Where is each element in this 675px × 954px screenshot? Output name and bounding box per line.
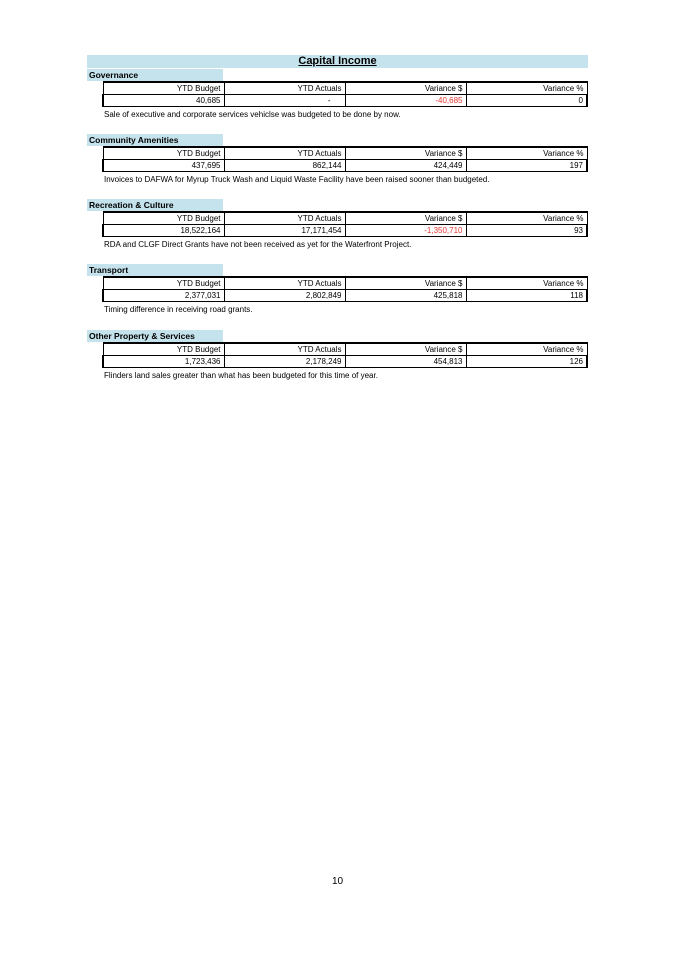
- section-note: Flinders land sales greater than what has been budgeted for this time of year.: [104, 371, 378, 380]
- table-row: [103, 225, 587, 237]
- ytd-budget-cell: 2,377,031: [103, 290, 224, 302]
- ytd-actuals-cell: 2,178,249: [224, 356, 345, 368]
- ytd-actuals-cell: 17,171,454: [224, 225, 345, 237]
- variance-table: [102, 81, 588, 107]
- variance-percent-cell: 126: [466, 356, 587, 368]
- variance-percent-cell: 118: [466, 290, 587, 302]
- variance-percent-cell: 0: [466, 95, 587, 107]
- table-header-row: [103, 343, 587, 356]
- variance-amount-cell: -1,350,710: [345, 225, 466, 237]
- ytd-actuals-cell: 862,144: [224, 160, 345, 172]
- section-header: Governance: [87, 69, 223, 81]
- section-recreation-culture: [87, 199, 588, 250]
- table-header-row: [103, 82, 587, 95]
- table-header-row: [103, 212, 587, 225]
- section-note: Invoices to DAFWA for Myrup Truck Wash and Liquid Waste Facility have been raised sooner than budgeted.: [104, 175, 490, 184]
- section-header: Recreation & Culture: [87, 199, 223, 211]
- table-row: [103, 290, 587, 302]
- variance-table: [102, 276, 588, 302]
- ytd-budget-cell: 1,723,436: [103, 356, 224, 368]
- column-header-ytd-actuals: YTD Actuals: [224, 147, 345, 160]
- table-header-row: [103, 277, 587, 290]
- ytd-actuals-cell: 2,802,849: [224, 290, 345, 302]
- section-transport: [87, 264, 588, 315]
- section-governance: [87, 69, 588, 120]
- section-header: Other Property & Services: [87, 330, 223, 342]
- variance-percent-cell: 93: [466, 225, 587, 237]
- column-header-variance-amount: Variance $: [345, 82, 466, 95]
- column-header-ytd-budget: YTD Budget: [103, 147, 224, 160]
- column-header-ytd-actuals: YTD Actuals: [224, 343, 345, 356]
- column-header-ytd-budget: YTD Budget: [103, 82, 224, 95]
- column-header-variance-amount: Variance $: [345, 343, 466, 356]
- ytd-budget-cell: 18,522,164: [103, 225, 224, 237]
- section-header: Transport: [87, 264, 223, 276]
- variance-amount-cell: 424,449: [345, 160, 466, 172]
- column-header-ytd-actuals: YTD Actuals: [224, 277, 345, 290]
- ytd-actuals-cell: -: [224, 95, 345, 107]
- variance-amount-cell: 425,818: [345, 290, 466, 302]
- column-header-variance-percent: Variance %: [466, 82, 587, 95]
- table-row: [103, 95, 587, 107]
- section-note: RDA and CLGF Direct Grants have not been received as yet for the Waterfront Project.: [104, 240, 412, 249]
- page-title: Capital Income: [87, 55, 588, 68]
- column-header-variance-amount: Variance $: [345, 277, 466, 290]
- table-row: [103, 160, 587, 172]
- page-number: 10: [331, 876, 344, 887]
- column-header-ytd-actuals: YTD Actuals: [224, 212, 345, 225]
- column-header-ytd-budget: YTD Budget: [103, 212, 224, 225]
- column-header-ytd-actuals: YTD Actuals: [224, 82, 345, 95]
- column-header-variance-percent: Variance %: [466, 277, 587, 290]
- table-header-row: [103, 147, 587, 160]
- column-header-ytd-budget: YTD Budget: [103, 277, 224, 290]
- ytd-budget-cell: 437,695: [103, 160, 224, 172]
- column-header-variance-amount: Variance $: [345, 212, 466, 225]
- section-note: Sale of executive and corporate services vehiclse was budgeted to be done by now.: [104, 110, 401, 119]
- column-header-ytd-budget: YTD Budget: [103, 343, 224, 356]
- column-header-variance-percent: Variance %: [466, 212, 587, 225]
- variance-percent-cell: 197: [466, 160, 587, 172]
- variance-table: [102, 146, 588, 172]
- column-header-variance-percent: Variance %: [466, 147, 587, 160]
- section-community-amenities: [87, 134, 588, 185]
- section-note: Timing difference in receiving road grants.: [104, 305, 253, 314]
- variance-amount-cell: -40,685: [345, 95, 466, 107]
- section-header: Community Amenities: [87, 134, 223, 146]
- variance-table: [102, 342, 588, 368]
- variance-amount-cell: 454,813: [345, 356, 466, 368]
- section-other-property-services: [87, 330, 588, 381]
- ytd-budget-cell: 40,685: [103, 95, 224, 107]
- column-header-variance-amount: Variance $: [345, 147, 466, 160]
- column-header-variance-percent: Variance %: [466, 343, 587, 356]
- variance-table: [102, 211, 588, 237]
- table-row: [103, 356, 587, 368]
